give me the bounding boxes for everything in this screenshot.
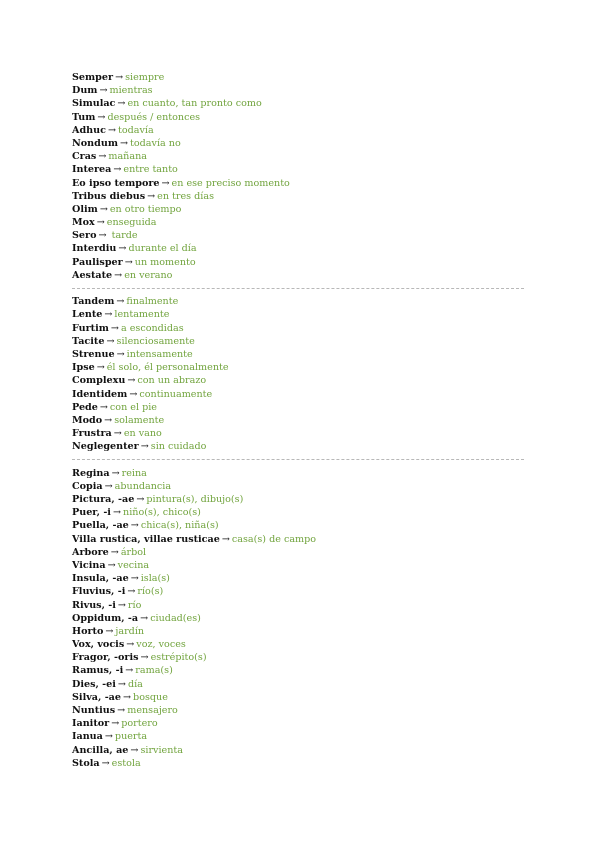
latin-term: Vox, vocis bbox=[72, 639, 125, 651]
vocab-entry bbox=[72, 440, 532, 453]
vocab-entry bbox=[72, 388, 532, 401]
spanish-translation: silenciosamente bbox=[116, 335, 195, 347]
latin-term: Adhuc bbox=[72, 124, 106, 136]
latin-term: Neglegenter bbox=[72, 441, 139, 453]
spanish-translation: durante el día bbox=[128, 243, 197, 255]
latin-term: Ianua bbox=[72, 731, 103, 743]
spanish-translation: en cuanto, tan pronto como bbox=[127, 98, 262, 110]
vocab-entry bbox=[72, 612, 532, 625]
vocab-entry bbox=[72, 506, 532, 519]
arrow-icon: → bbox=[107, 124, 116, 136]
vocab-entry bbox=[72, 177, 532, 190]
vocabulary-section-manner bbox=[72, 295, 532, 453]
arrow-icon: → bbox=[126, 639, 135, 651]
latin-term: Ipse bbox=[72, 362, 95, 374]
spanish-translation: en vano bbox=[123, 428, 162, 440]
arrow-icon: → bbox=[130, 744, 139, 756]
arrow-icon: → bbox=[161, 177, 170, 189]
arrow-icon: → bbox=[221, 533, 230, 545]
arrow-icon: → bbox=[106, 335, 115, 347]
latin-term: Puer, -i bbox=[72, 507, 111, 519]
vocab-entry bbox=[72, 256, 532, 269]
spanish-translation: un momento bbox=[134, 256, 196, 268]
spanish-translation: estrépito(s) bbox=[150, 652, 207, 664]
arrow-icon: → bbox=[140, 441, 149, 453]
vocabulary-page bbox=[72, 71, 532, 770]
spanish-translation: en tres días bbox=[157, 190, 215, 202]
latin-term: Villa rustica, villae rusticae bbox=[72, 533, 220, 545]
arrow-icon: → bbox=[107, 559, 116, 571]
arrow-icon: → bbox=[130, 520, 139, 532]
vocab-entry bbox=[72, 269, 532, 282]
spanish-translation: él solo, él personalmente bbox=[106, 362, 229, 374]
arrow-icon: → bbox=[99, 203, 108, 215]
spanish-translation: continuamente bbox=[139, 388, 213, 400]
latin-term: Puella, -ae bbox=[72, 520, 129, 532]
spanish-translation: isla(s) bbox=[140, 573, 170, 585]
spanish-translation: puerta bbox=[114, 731, 148, 743]
latin-term: Silva, -ae bbox=[72, 691, 121, 703]
latin-term: Modo bbox=[72, 414, 103, 426]
arrow-icon: → bbox=[117, 705, 126, 716]
latin-term: Identidem bbox=[72, 388, 128, 400]
arrow-icon: → bbox=[116, 348, 125, 360]
spanish-translation: portero bbox=[121, 718, 158, 730]
latin-term: Rivus, -i bbox=[72, 599, 116, 611]
arrow-icon: → bbox=[117, 98, 126, 110]
vocab-entry bbox=[72, 242, 532, 255]
vocab-entry bbox=[72, 480, 532, 493]
latin-term: Copia bbox=[72, 480, 103, 492]
latin-term: Cras bbox=[72, 151, 97, 163]
arrow-icon: → bbox=[118, 243, 127, 255]
spanish-translation: árbol bbox=[120, 546, 147, 558]
spanish-translation: abundancia bbox=[114, 480, 172, 492]
vocab-entry bbox=[72, 664, 532, 677]
vocab-entry bbox=[72, 572, 532, 585]
latin-term: Interdiu bbox=[72, 243, 117, 255]
vocab-entry bbox=[72, 124, 532, 137]
vocab-entry bbox=[72, 348, 532, 361]
vocab-entry bbox=[72, 295, 532, 308]
arrow-icon: → bbox=[119, 137, 129, 149]
arrow-icon: → bbox=[99, 85, 108, 97]
latin-term: Interea bbox=[72, 164, 112, 176]
spanish-translation: pintura(s), dibujo(s) bbox=[146, 494, 244, 505]
latin-term: Olim bbox=[72, 203, 98, 215]
spanish-translation: reina bbox=[121, 467, 147, 479]
spanish-translation: tarde bbox=[108, 230, 138, 242]
arrow-icon: → bbox=[112, 507, 122, 519]
latin-term: Eo ipso tempore bbox=[72, 177, 160, 189]
spanish-translation: en ese preciso momento bbox=[171, 177, 290, 189]
arrow-icon: → bbox=[124, 256, 133, 268]
latin-term: Pictura, -ae bbox=[72, 494, 135, 505]
latin-term: Regina bbox=[72, 467, 110, 479]
arrow-icon: → bbox=[127, 375, 136, 387]
arrow-icon: → bbox=[115, 72, 124, 83]
vocab-entry bbox=[72, 97, 532, 110]
latin-term: Vicina bbox=[72, 559, 106, 571]
spanish-translation: con un abrazo bbox=[137, 375, 207, 387]
vocab-entry bbox=[72, 229, 532, 242]
latin-term: Frustra bbox=[72, 428, 112, 440]
spanish-translation: en verano bbox=[124, 269, 173, 281]
vocab-entry bbox=[72, 704, 532, 717]
section-divider bbox=[72, 453, 532, 466]
arrow-icon: → bbox=[104, 414, 113, 426]
vocab-entry bbox=[72, 678, 532, 691]
arrow-icon: → bbox=[140, 612, 149, 624]
arrow-icon: → bbox=[129, 388, 138, 400]
vocab-entry bbox=[72, 585, 532, 598]
latin-term: Mox bbox=[72, 217, 95, 229]
spanish-translation: río bbox=[127, 599, 142, 611]
arrow-icon: → bbox=[113, 428, 122, 440]
spanish-translation: solamente bbox=[114, 414, 165, 426]
arrow-icon: → bbox=[104, 480, 113, 492]
spanish-translation: enseguida bbox=[106, 217, 157, 229]
latin-term: Furtim bbox=[72, 322, 109, 334]
arrow-icon: → bbox=[111, 718, 120, 730]
latin-term: Ancilla, ae bbox=[72, 744, 129, 756]
vocab-entry bbox=[72, 308, 532, 321]
latin-term: Pede bbox=[72, 401, 98, 413]
vocab-entry bbox=[72, 216, 532, 229]
spanish-translation: mañana bbox=[108, 151, 147, 163]
spanish-translation: rama(s) bbox=[135, 665, 173, 677]
spanish-translation: bosque bbox=[133, 691, 168, 703]
arrow-icon: → bbox=[130, 573, 139, 585]
vocab-entry bbox=[72, 190, 532, 203]
spanish-translation: con el pie bbox=[109, 401, 157, 413]
vocab-entry bbox=[72, 533, 532, 546]
vocab-entry bbox=[72, 414, 532, 427]
latin-term: Tum bbox=[72, 111, 96, 123]
vocab-entry bbox=[72, 163, 532, 176]
vocabulary-section-time bbox=[72, 71, 532, 282]
arrow-icon: → bbox=[117, 678, 126, 690]
vocab-entry bbox=[72, 519, 532, 532]
spanish-translation: lentamente bbox=[114, 309, 170, 321]
latin-term: Ramus, -i bbox=[72, 665, 124, 677]
latin-term: Horto bbox=[72, 625, 104, 637]
vocab-entry bbox=[72, 71, 532, 84]
latin-term: Complexu bbox=[72, 375, 126, 387]
vocab-entry bbox=[72, 150, 532, 163]
arrow-icon: → bbox=[105, 625, 114, 637]
vocab-entry bbox=[72, 559, 532, 572]
arrow-icon: → bbox=[98, 151, 107, 163]
spanish-translation: sin cuidado bbox=[150, 441, 207, 453]
spanish-translation: río(s) bbox=[137, 586, 164, 598]
arrow-icon: → bbox=[96, 362, 105, 374]
vocab-entry bbox=[72, 744, 532, 757]
arrow-icon: → bbox=[127, 586, 136, 598]
vocab-entry bbox=[72, 137, 532, 150]
spanish-translation: estola bbox=[111, 757, 141, 769]
vocab-entry bbox=[72, 111, 532, 124]
vocab-entry bbox=[72, 757, 532, 770]
vocab-entry bbox=[72, 374, 532, 387]
vocab-entry bbox=[72, 638, 532, 651]
spanish-translation: chica(s), niña(s) bbox=[140, 520, 219, 532]
spanish-translation: después / entonces bbox=[107, 111, 201, 123]
arrow-icon: → bbox=[97, 111, 106, 123]
arrow-icon: → bbox=[114, 269, 123, 281]
spanish-translation: niño(s), chico(s) bbox=[123, 507, 201, 519]
vocab-entry bbox=[72, 203, 532, 216]
vocab-entry bbox=[72, 467, 532, 480]
vocab-entry bbox=[72, 84, 532, 97]
arrow-icon: → bbox=[147, 190, 156, 202]
arrow-icon: → bbox=[111, 467, 120, 479]
latin-term: Strenue bbox=[72, 348, 115, 360]
latin-term: Stola bbox=[72, 757, 100, 769]
arrow-icon: → bbox=[113, 164, 122, 176]
latin-term: Dum bbox=[72, 85, 98, 97]
latin-term: Insula, -ae bbox=[72, 573, 129, 585]
latin-term: Ianitor bbox=[72, 718, 110, 730]
spanish-translation: voz, voces bbox=[136, 639, 186, 651]
spanish-translation: siempre bbox=[125, 72, 165, 83]
arrow-icon: → bbox=[101, 757, 110, 769]
vocab-entry bbox=[72, 322, 532, 335]
latin-term: Dies, -ei bbox=[72, 678, 116, 690]
vocab-entry bbox=[72, 625, 532, 638]
arrow-icon: → bbox=[98, 230, 107, 242]
latin-term: Aestate bbox=[72, 269, 113, 281]
arrow-icon: → bbox=[99, 401, 108, 413]
vocab-entry bbox=[72, 361, 532, 374]
latin-term: Oppidum, -a bbox=[72, 612, 139, 624]
vocab-entry bbox=[72, 717, 532, 730]
arrow-icon: → bbox=[110, 322, 119, 334]
spanish-translation: mensajero bbox=[127, 705, 178, 716]
vocab-entry bbox=[72, 401, 532, 414]
arrow-icon: → bbox=[125, 665, 134, 677]
spanish-translation: jardín bbox=[115, 625, 145, 637]
arrow-icon: → bbox=[140, 652, 149, 664]
latin-term: Tacite bbox=[72, 335, 105, 347]
arrow-icon: → bbox=[136, 494, 145, 505]
latin-term: Fluvius, -i bbox=[72, 586, 126, 598]
latin-term: Fragor, -oris bbox=[72, 652, 139, 664]
latin-term: Arbore bbox=[72, 546, 109, 558]
latin-term: Tribus diebus bbox=[72, 190, 146, 202]
spanish-translation: casa(s) de campo bbox=[231, 533, 317, 545]
arrow-icon: → bbox=[110, 546, 119, 558]
spanish-translation: todavía bbox=[118, 124, 154, 136]
latin-term: Lente bbox=[72, 309, 103, 321]
vocab-entry bbox=[72, 651, 532, 664]
latin-term: Sero bbox=[72, 230, 97, 242]
spanish-translation: finalmente bbox=[126, 296, 179, 308]
spanish-translation: día bbox=[127, 678, 143, 690]
latin-term: Tandem bbox=[72, 296, 115, 308]
spanish-translation: entre tanto bbox=[123, 164, 178, 176]
vocab-entry bbox=[72, 599, 532, 612]
spanish-translation: vecina bbox=[117, 559, 150, 571]
vocab-entry bbox=[72, 691, 532, 704]
arrow-icon: → bbox=[123, 691, 132, 703]
spanish-translation: ciudad(es) bbox=[150, 612, 201, 624]
latin-term: Simulac bbox=[72, 98, 116, 110]
vocab-entry bbox=[72, 335, 532, 348]
arrow-icon: → bbox=[96, 217, 105, 229]
vocab-entry bbox=[72, 546, 532, 559]
spanish-translation: mientras bbox=[109, 85, 153, 97]
spanish-translation: a escondidas bbox=[120, 322, 184, 334]
arrow-icon: → bbox=[104, 309, 113, 321]
spanish-translation: en otro tiempo bbox=[109, 203, 182, 215]
arrow-icon: → bbox=[104, 731, 113, 743]
latin-term: Semper bbox=[72, 72, 114, 83]
vocab-entry bbox=[72, 427, 532, 440]
vocab-entry bbox=[72, 730, 532, 743]
spanish-translation: intensamente bbox=[126, 348, 193, 360]
spanish-translation: sirvienta bbox=[140, 744, 183, 756]
arrow-icon: → bbox=[117, 599, 126, 611]
spanish-translation: todavía no bbox=[130, 137, 181, 149]
section-divider bbox=[72, 282, 532, 295]
latin-term: Nondum bbox=[72, 137, 118, 149]
arrow-icon: → bbox=[116, 296, 125, 308]
latin-term: Paulisper bbox=[72, 256, 123, 268]
vocabulary-section-nouns bbox=[72, 467, 532, 770]
latin-term: Nuntius bbox=[72, 705, 116, 716]
vocab-entry bbox=[72, 493, 532, 506]
